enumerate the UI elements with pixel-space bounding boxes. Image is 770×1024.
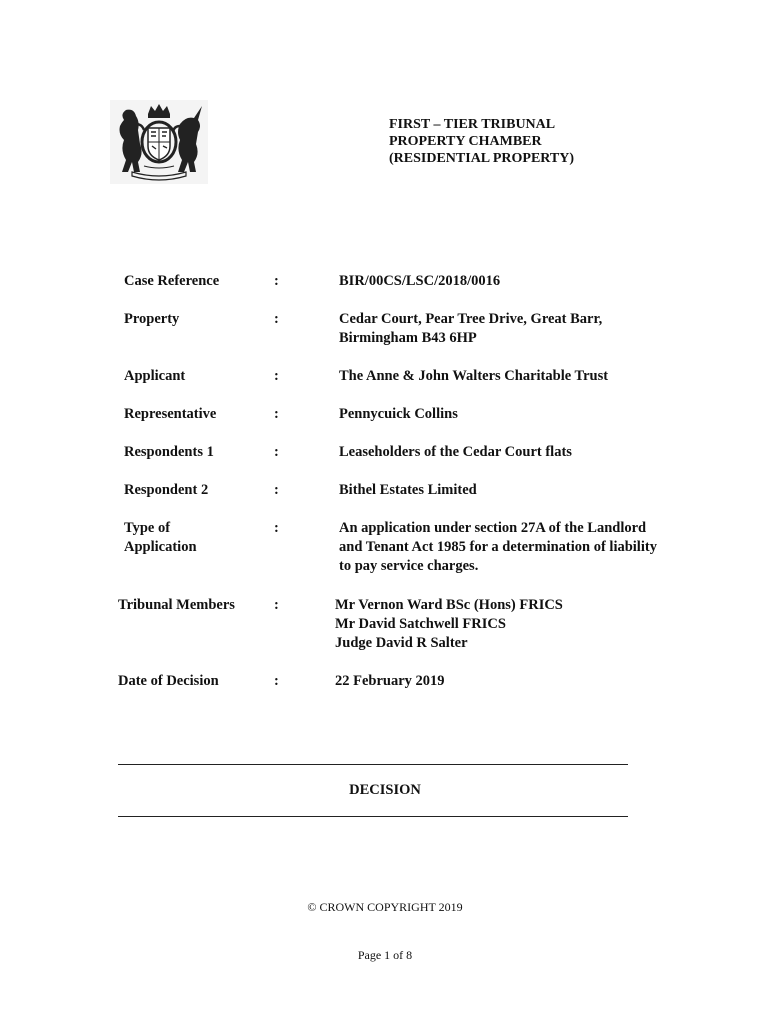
respondent-2-value: Bithel Estates Limited <box>339 482 477 498</box>
application-type-label-line-2: Application <box>124 539 197 555</box>
tribunal-member: Mr David Satchwell FRICS <box>335 616 506 632</box>
case-reference-label: Case Reference <box>124 273 220 289</box>
decision-title: DECISION <box>349 782 421 798</box>
respondent-2-colon: : <box>274 482 279 498</box>
date-of-decision-label: Date of Decision <box>118 673 219 689</box>
property-value-line-2: Birmingham B43 6HP <box>339 330 477 346</box>
date-of-decision-value: 22 February 2019 <box>335 673 445 689</box>
application-type-colon: : <box>274 520 279 536</box>
divider-top <box>118 764 628 765</box>
header-line-2: PROPERTY CHAMBER <box>389 134 542 149</box>
respondents-1-label: Respondents 1 <box>124 444 214 460</box>
representative-label: Representative <box>124 406 217 422</box>
date-of-decision-colon: : <box>274 673 279 689</box>
representative-colon: : <box>274 406 279 422</box>
header-line-3: (RESIDENTIAL PROPERTY) <box>389 151 575 166</box>
case-reference-value: BIR/00CS/LSC/2018/0016 <box>339 273 501 289</box>
tribunal-member: Judge David R Salter <box>335 635 468 651</box>
application-type-label-line-1: Type of <box>124 520 171 536</box>
applicant-label: Applicant <box>124 368 186 384</box>
property-label: Property <box>124 311 180 327</box>
header-line-1: FIRST – TIER TRIBUNAL <box>389 117 556 132</box>
respondent-2-label: Respondent 2 <box>124 482 209 498</box>
application-type-value-line-3: to pay service charges. <box>339 558 479 574</box>
divider-bottom <box>118 816 628 817</box>
respondents-1-colon: : <box>274 444 279 460</box>
application-type-value-line-1: An application under section 27A of the Landlord <box>339 520 647 536</box>
crown-copyright: © CROWN COPYRIGHT 2019 <box>307 900 463 914</box>
royal-coat-of-arms-icon <box>110 100 208 184</box>
representative-value: Pennycuick Collins <box>339 406 458 422</box>
application-type-value-line-2: and Tenant Act 1985 for a determination of liability <box>339 539 657 555</box>
tribunal-member: Mr Vernon Ward BSc (Hons) FRICS <box>335 597 563 613</box>
crest-drawing <box>110 100 208 184</box>
property-value-line-1: Cedar Court, Pear Tree Drive, Great Barr, <box>339 311 603 327</box>
case-reference-colon: : <box>274 273 279 289</box>
respondents-1-value: Leaseholders of the Cedar Court flats <box>339 444 572 460</box>
applicant-value: The Anne & John Walters Charitable Trust <box>339 368 609 384</box>
tribunal-members-colon: : <box>274 597 279 613</box>
tribunal-header <box>389 116 574 167</box>
applicant-colon: : <box>274 368 279 384</box>
page-number: Page 1 of 8 <box>357 948 413 962</box>
property-colon: : <box>274 311 279 327</box>
tribunal-members-label: Tribunal Members <box>118 597 235 613</box>
